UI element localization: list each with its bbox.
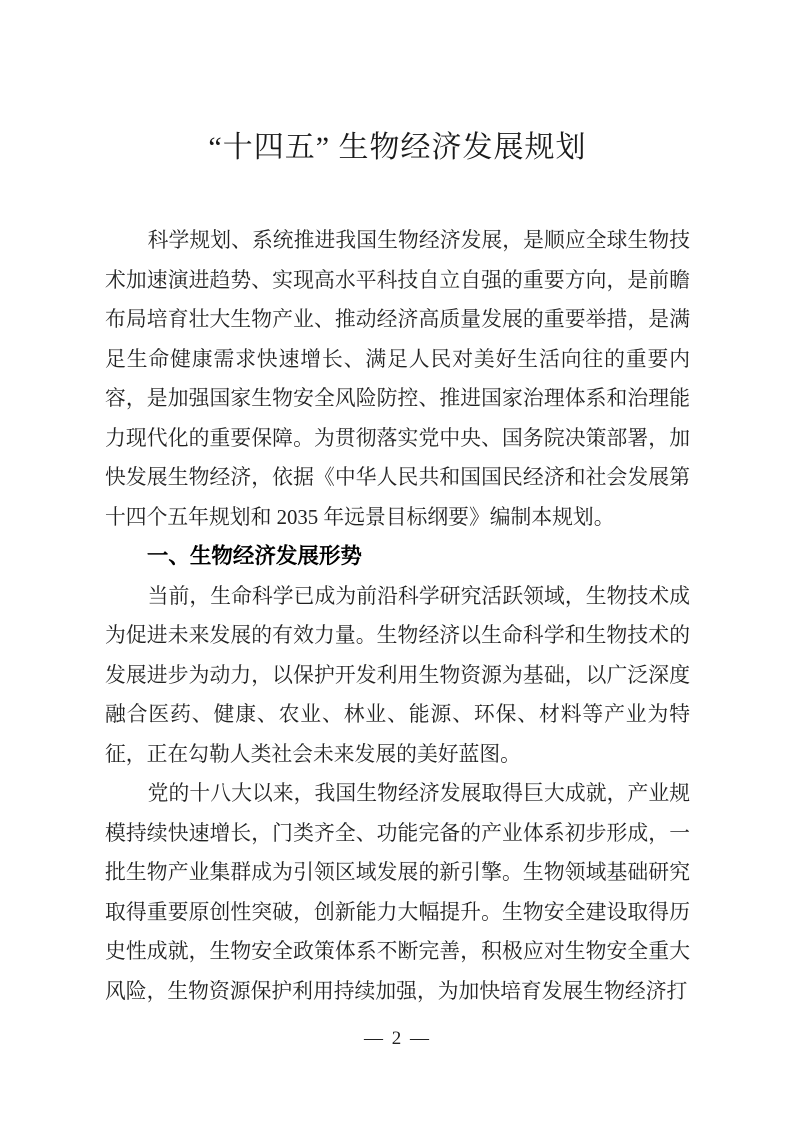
document-body [105,221,690,1011]
text-line: 为促进未来发展的有效力量。生物经济以生命科学和生物技术的 [105,624,690,647]
text-line: 当前，生命科学已成为前沿科学研究活跃领域，生物技术成 [147,584,690,608]
text-line: 十四个五年规划和 2035 年远景目标纲要》编制本规划。 [105,505,615,529]
page-number: — 2 — [364,1028,431,1049]
paragraph [105,221,690,537]
text-line: 党的十八大以来，我国生物经济发展取得巨大成就，产业规 [147,782,690,805]
text-line: 科学规划、系统推进我国生物经济发展，是顺应全球生物技 [147,229,690,252]
text-line: 融合医药、健康、农业、林业、能源、环保、材料等产业为特 [105,703,690,726]
text-line: 术加速演进趋势、实现高水平科技自立自强的重要方向，是前瞻 [105,268,690,292]
text-line: 力现代化的重要保障。为贯彻落实党中央、国务院决策部署，加 [105,426,690,450]
document-title: “十四五” 生物经济发展规划 [208,131,587,164]
section-heading: 一、生物经济发展形势 [146,544,362,568]
paragraph [105,577,690,775]
text-line: 足生命健康需求快速增长、满足人民对美好生活向往的重要内 [105,347,690,371]
text-line: 模持续快速增长，门类齐全、功能完备的产业体系初步形成，一 [105,821,690,845]
text-line: 取得重要原创性突破，创新能力大幅提升。生物安全建设取得历 [105,900,690,924]
text-line: 史性成就，生物安全政策体系不断完善，积极应对生物安全重大 [105,940,690,963]
text-line: 批生物产业集群成为引领区域发展的新引擎。生物领域基础研究 [105,861,690,884]
text-line: 布局培育壮大生物产业、推动经济高质量发展的重要举措，是满 [105,308,690,331]
text-line: 容，是加强国家生物安全风险防控、推进国家治理体系和治理能 [105,387,690,410]
page-footer [105,1025,690,1053]
text-line: 风险，生物资源保护利用持续加强，为加快培育发展生物经济打 [105,979,688,1003]
text-line: 发展进步为动力，以保护开发利用生物资源为基础，以广泛深度 [105,663,690,687]
text-line: 征，正在勾勒人类社会未来发展的美好蓝图。 [105,742,521,766]
paragraph [105,774,690,1011]
text-line: 快发展生物经济，依据《中华人民共和国国民经济和社会发展第 [105,466,690,489]
